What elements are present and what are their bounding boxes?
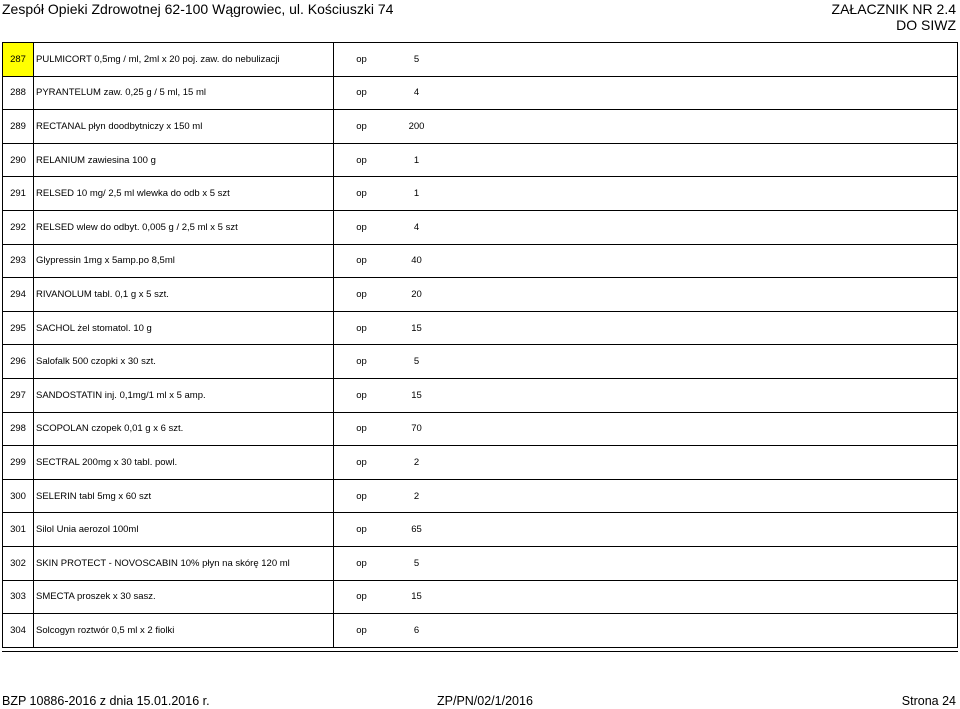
quantity: 2 (389, 446, 444, 480)
footer-bzp: BZP 10886-2016 z dnia 15.01.2016 r. (2, 694, 210, 708)
quantity: 20 (389, 278, 444, 312)
row-number: 294 (3, 278, 34, 312)
row-number: 287 (3, 43, 34, 77)
quantity: 4 (389, 76, 444, 110)
product-name: RELANIUM zawiesina 100 g (34, 143, 334, 177)
product-name: PYRANTELUM zaw. 0,25 g / 5 ml, 15 ml (34, 76, 334, 110)
row-number: 298 (3, 412, 34, 446)
empty-cell (444, 143, 958, 177)
medication-table (2, 42, 958, 648)
table-row (3, 110, 958, 144)
table-row (3, 412, 958, 446)
table-row (3, 479, 958, 513)
empty-cell (444, 177, 958, 211)
empty-cell (444, 513, 958, 547)
unit-of-measure: op (334, 278, 390, 312)
quantity: 15 (389, 580, 444, 614)
product-name: SMECTA proszek x 30 sasz. (34, 580, 334, 614)
table-row (3, 76, 958, 110)
empty-cell (444, 345, 958, 379)
footer-page-number: Strona 24 (901, 694, 956, 708)
table-row (3, 513, 958, 547)
table-row (3, 546, 958, 580)
row-number: 296 (3, 345, 34, 379)
product-name: RELSED wlew do odbyt. 0,005 g / 2,5 ml x 5 szt (34, 210, 334, 244)
unit-of-measure: op (334, 210, 390, 244)
table-row (3, 580, 958, 614)
row-number: 300 (3, 479, 34, 513)
empty-cell (444, 244, 958, 278)
quantity: 5 (389, 345, 444, 379)
row-number: 290 (3, 143, 34, 177)
quantity: 1 (389, 177, 444, 211)
empty-cell (444, 76, 958, 110)
quantity: 2 (389, 479, 444, 513)
attachment-label (832, 1, 956, 33)
quantity: 5 (389, 43, 444, 77)
quantity: 5 (389, 546, 444, 580)
quantity: 70 (389, 412, 444, 446)
empty-cell (444, 412, 958, 446)
empty-cell (444, 479, 958, 513)
row-number: 295 (3, 311, 34, 345)
table-row (3, 446, 958, 480)
unit-of-measure: op (334, 177, 390, 211)
unit-of-measure: op (334, 479, 390, 513)
unit-of-measure: op (334, 513, 390, 547)
unit-of-measure: op (334, 378, 390, 412)
quantity: 6 (389, 614, 444, 648)
row-number: 291 (3, 177, 34, 211)
product-name: RELSED 10 mg/ 2,5 ml wlewka do odb x 5 szt (34, 177, 334, 211)
quantity: 40 (389, 244, 444, 278)
row-number: 301 (3, 513, 34, 547)
row-number: 299 (3, 446, 34, 480)
product-name: SELERIN tabl 5mg x 60 szt (34, 479, 334, 513)
empty-cell (444, 446, 958, 480)
unit-of-measure: op (334, 311, 390, 345)
product-name: Solcogyn roztwór 0,5 ml x 2 fiolki (34, 614, 334, 648)
unit-of-measure: op (334, 412, 390, 446)
product-name: Glypressin 1mg x 5amp.po 8,5ml (34, 244, 334, 278)
table-row (3, 614, 958, 648)
product-name: SCOPOLAN czopek 0,01 g x 6 szt. (34, 412, 334, 446)
product-name: RECTANAL płyn doodbytniczy x 150 ml (34, 110, 334, 144)
attachment-siwz: DO SIWZ (896, 17, 956, 33)
empty-cell (444, 110, 958, 144)
row-number: 297 (3, 378, 34, 412)
product-name: SKIN PROTECT - NOVOSCABIN 10% płyn na skórę 120 ml (34, 546, 334, 580)
quantity: 1 (389, 143, 444, 177)
row-number: 289 (3, 110, 34, 144)
row-number: 304 (3, 614, 34, 648)
empty-cell (444, 580, 958, 614)
empty-cell (444, 311, 958, 345)
table-row (3, 244, 958, 278)
product-name: SANDOSTATIN inj. 0,1mg/1 ml x 5 amp. (34, 378, 334, 412)
table-row (3, 345, 958, 379)
unit-of-measure: op (334, 580, 390, 614)
unit-of-measure: op (334, 345, 390, 379)
unit-of-measure: op (334, 244, 390, 278)
attachment-number: ZAŁACZNIK NR 2.4 (831, 1, 956, 17)
bottom-divider (2, 651, 958, 652)
quantity: 65 (389, 513, 444, 547)
footer-case-number: ZP/PN/02/1/2016 (437, 694, 533, 708)
row-number: 292 (3, 210, 34, 244)
product-name: SECTRAL 200mg x 30 tabl. powl. (34, 446, 334, 480)
table-row (3, 210, 958, 244)
product-name: PULMICORT 0,5mg / ml, 2ml x 20 poj. zaw. do nebulizacji (34, 43, 334, 77)
unit-of-measure: op (334, 143, 390, 177)
product-name: Silol Unia aerozol 100ml (34, 513, 334, 547)
empty-cell (444, 614, 958, 648)
empty-cell (444, 546, 958, 580)
table-row (3, 177, 958, 211)
unit-of-measure: op (334, 76, 390, 110)
unit-of-measure: op (334, 446, 390, 480)
quantity: 200 (389, 110, 444, 144)
header-title: Zespół Opieki Zdrowotnej 62-100 Wągrowiec, ul. Kościuszki 74 (2, 1, 394, 17)
product-name: SACHOL żel stomatol. 10 g (34, 311, 334, 345)
empty-cell (444, 378, 958, 412)
table-row (3, 378, 958, 412)
row-number: 302 (3, 546, 34, 580)
product-name: Salofalk 500 czopki x 30 szt. (34, 345, 334, 379)
product-name: RIVANOLUM tabl. 0,1 g x 5 szt. (34, 278, 334, 312)
table-row (3, 278, 958, 312)
empty-cell (444, 210, 958, 244)
unit-of-measure: op (334, 43, 390, 77)
table-row (3, 43, 958, 77)
empty-cell (444, 278, 958, 312)
unit-of-measure: op (334, 110, 390, 144)
quantity: 15 (389, 311, 444, 345)
row-number: 303 (3, 580, 34, 614)
table-row (3, 311, 958, 345)
table-row (3, 143, 958, 177)
quantity: 4 (389, 210, 444, 244)
unit-of-measure: op (334, 546, 390, 580)
row-number: 293 (3, 244, 34, 278)
empty-cell (444, 43, 958, 77)
row-number: 288 (3, 76, 34, 110)
quantity: 15 (389, 378, 444, 412)
unit-of-measure: op (334, 614, 390, 648)
